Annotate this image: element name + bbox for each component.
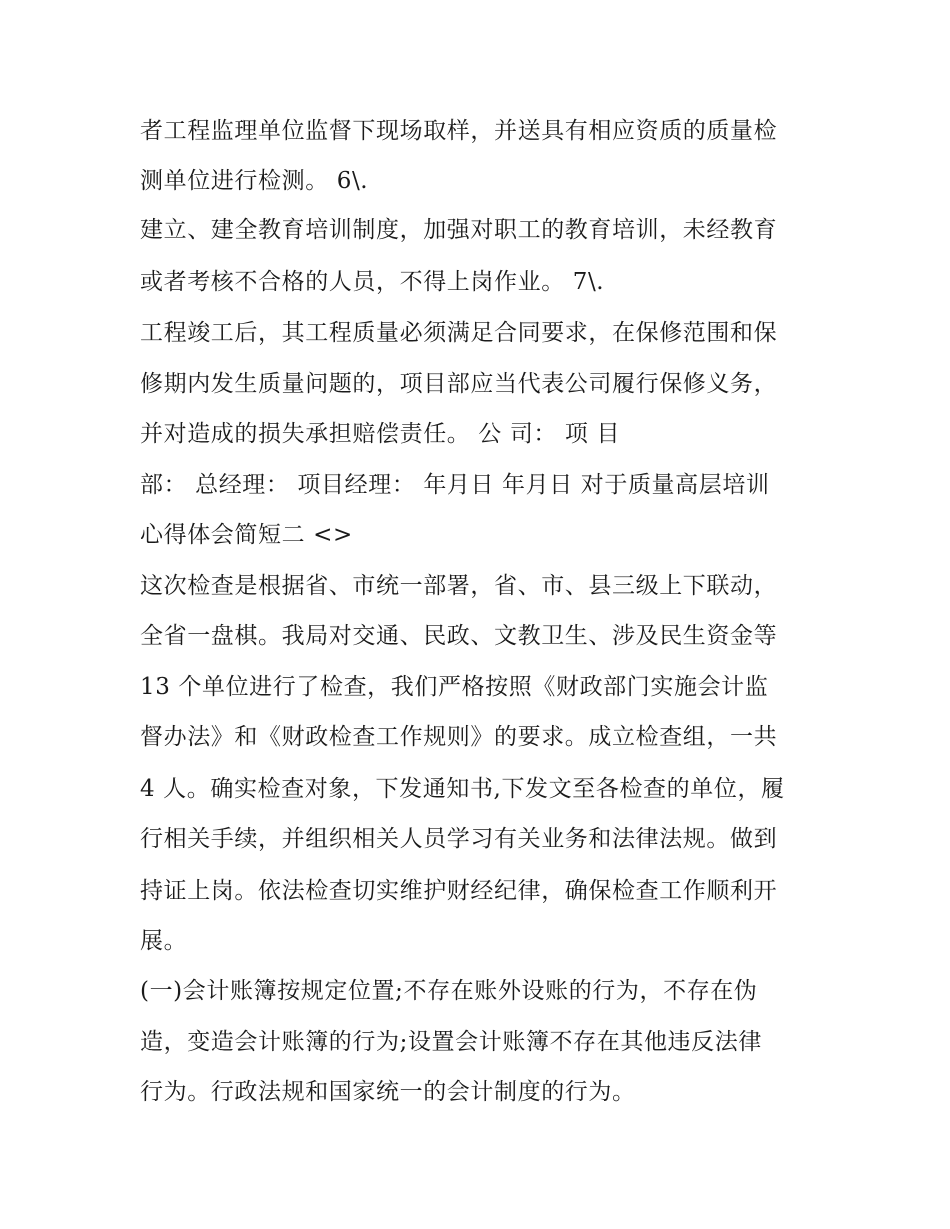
text-line: 展。 [140,928,188,954]
text-line: 者工程监理单位监督下现场取样，并送具有相应资质的质量检 [140,118,778,144]
text-line: 全省一盘棋。我局对交通、民政、文教卫生、涉及民生资金等 [140,623,778,649]
text-line: 并对造成的损失承担赔偿责任。 公 司： 项 目 [140,421,621,447]
text-line: (一)会计账簿按规定位置;不存在账外设账的行为，不存在伪 [140,978,758,1004]
text-line: 行为。行政法规和国家统一的会计制度的行为。 [140,1079,636,1105]
text-line: 部： 总经理： 项目经理： 年月日 年月日 对于质量高层培训 [140,472,770,498]
text-line: 工程竣工后，其工程质量必须满足合同要求，在保修范围和保 [140,320,778,346]
text-line: 这次检查是根据省、市统一部署，省、市、县三级上下联动， [140,573,778,599]
text-line: 督办法》和《财政检查工作规则》的要求。成立检查组，一共 [140,724,778,750]
text-line: 修期内发生质量问题的，项目部应当代表公司履行保修义务， [140,371,778,397]
text-line: 行相关手续，并组织相关人员学习有关业务和法律法规。做到 [140,826,778,852]
text-line: 持证上岗。依法检查切实维护财经纪律，确保检查工作顺利开 [140,878,778,904]
text-line: 13 个单位进行了检查，我们严格按照《财政部门实施会计监 [140,674,769,700]
text-line: 造，变造会计账簿的行为;设置会计账簿不存在其他违反法律 [140,1029,762,1055]
text-line: 心得体会简短二 <> [140,522,353,548]
text-line: 4 人。确实检查对象，下发通知书,下发文至各检查的单位，履 [140,776,785,802]
text-line: 测单位进行检测。 6\. [140,168,369,194]
text-line: 或者考核不合格的人员，不得上岗作业。 7\. [140,269,605,295]
text-line: 建立、建全教育培训制度，加强对职工的教育培训，未经教育 [140,217,778,243]
